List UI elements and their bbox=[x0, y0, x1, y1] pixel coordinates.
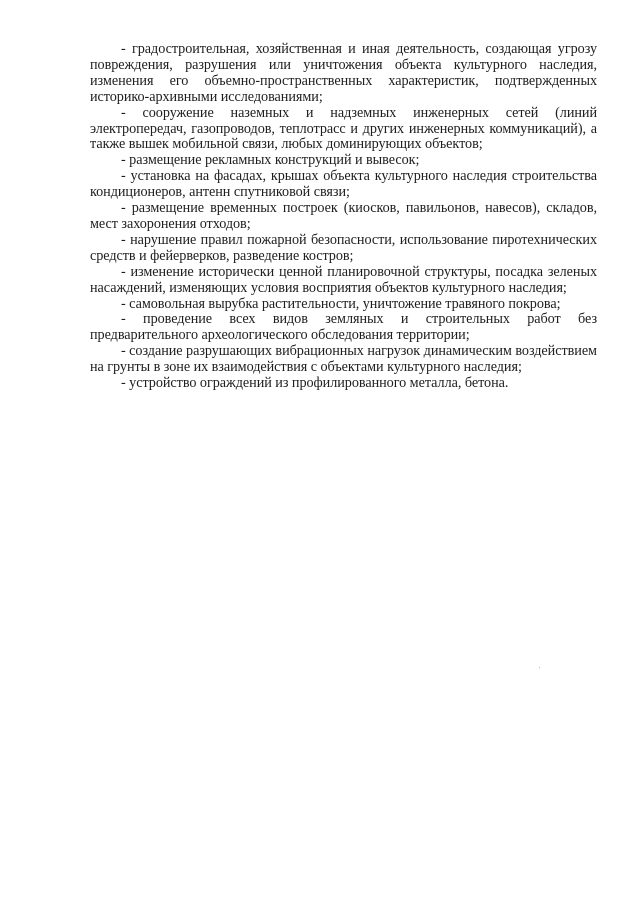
scan-speck bbox=[539, 667, 540, 668]
list-item: - сооружение наземных и надземных инженерных сетей (линий электропередач, газопроводов, теплотрасс и других инженерных коммуникаций), а также вышек мобильной связи, любых доминирующих объектов; bbox=[90, 104, 597, 153]
list-item: - устройство ограждений из профилированного металла, бетона. bbox=[121, 375, 509, 392]
list-item: - проведение всех видов земляных и строительных работ без предварительного археологического обследования территории; bbox=[90, 311, 597, 344]
list-item: - самовольная вырубка растительности, уничтожение травяного покрова; bbox=[121, 295, 561, 312]
list-item: - градостроительная, хозяйственная и иная деятельность, создающая угрозу повреждения, разрушения или уничтожения объекта культурного наследия, изменения его объемно-пространственных характеристик, подтвержденных историко-архивными исследованиями; bbox=[90, 41, 597, 105]
list-item: - размещение рекламных конструкций и вывесок; bbox=[121, 152, 420, 169]
list-item: - размещение временных построек (киосков, павильонов, навесов), складов, мест захоронения отходов; bbox=[90, 200, 597, 232]
list-item: - создание разрушающих вибрационных нагрузок динамическим воздействием на грунты в зоне их взаимодействия с объектами культурного наследия; bbox=[90, 343, 597, 376]
list-item: - установка на фасадах, крышах объекта культурного наследия строительства кондиционеров, антенн спутниковой связи; bbox=[90, 168, 597, 201]
list-item: - нарушение правил пожарной безопасности, использование пиротехнических средств и фейерверков, разведение костров; bbox=[90, 231, 597, 264]
list-item: - изменение исторически ценной планировочной структуры, посадка зеленых насаждений, изменяющих условия восприятия объектов культурного наследия; bbox=[90, 263, 597, 296]
restrictions-list bbox=[90, 42, 597, 392]
